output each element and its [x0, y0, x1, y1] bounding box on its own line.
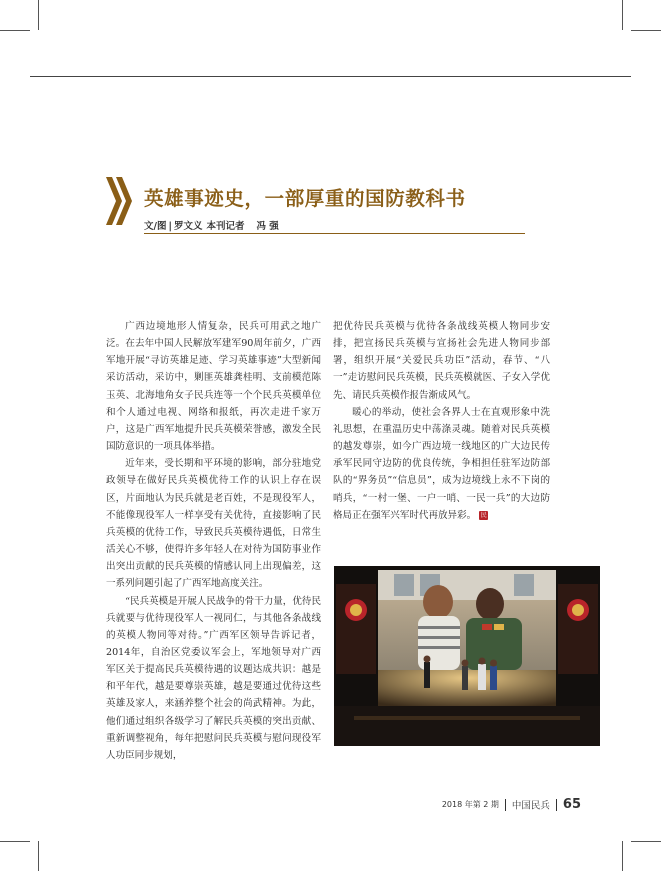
- title-rule: [144, 233, 525, 234]
- issue-label: 2018 年第 2 期: [441, 800, 499, 809]
- crop-mark: [631, 841, 661, 842]
- body-paragraph: 暖心的举动，使社会各界人士在直观形象中洗礼思想，在重温历史中荡涤灵魂。随着对民兵英模的越发尊崇，如今广西边境一线地区的广大边民传承军民同守边防的优良传统，争相担任驻军边防部队的“界务员”“信息员”，成为边境线上永不下岗的哨兵，“一村一堡、一户一哨、一民一兵”的大边防格局正在强军兴军时代再放异彩。 民: [333, 406, 550, 521]
- photo-illustration: [334, 566, 600, 746]
- page-number: 65: [562, 797, 581, 812]
- footer-divider: [505, 799, 506, 811]
- body-column-left: [106, 318, 321, 764]
- byline-credit: 文/图: [144, 221, 167, 232]
- crop-mark: [622, 841, 623, 871]
- byline-role: 本刊记者: [206, 221, 245, 232]
- crop-mark: [38, 0, 39, 30]
- crop-mark: [631, 30, 661, 31]
- footer-divider: [556, 799, 557, 811]
- body-column-right: [333, 318, 550, 524]
- double-chevron-icon: [106, 177, 132, 225]
- header-rule: [30, 76, 631, 77]
- magazine-name: 中国民兵: [511, 800, 550, 812]
- crop-mark: [622, 0, 623, 30]
- page-footer: [442, 794, 581, 813]
- crop-mark: [0, 841, 30, 842]
- crop-mark: [0, 30, 30, 31]
- stage-ceremony-photo: [334, 566, 600, 746]
- body-paragraph: 广西边境地形人情复杂，民兵可用武之地广泛。在去年中国人民解放军建军90周年前夕，广西军地开展“寻访英雄足迹、学习英雄事迹”大型新闻采访活动，采访中，剿匪英雄龚桂明、支前模范陈玉英、北海地角女子民兵连等一个个民兵英模单位和个人通过电视、网络和报纸，再次走进千家万户，这是广西军地提升民兵英模荣誉感，激发全民国防意识的一项具体举措。: [106, 321, 321, 453]
- body-paragraph-continued: 把优待民兵英模与优待各条战线英模人物同步安排，把宣扬民兵英模与宣扬社会先进人物同步部署，组织开展“关爱民兵功臣”活动，春节、“八一”走访慰问民兵英模，民兵英模就医、子女入学优先、请民兵英模作报告渐成风气。: [333, 321, 550, 401]
- body-paragraph: “民兵英模是开展人民战争的骨干力量，优待民兵就要与优待现役军人一视同仁，与其他各条战线的英模人物同等对待。”广西军区领导告诉记者，2014年，自治区党委议军会上，军地领导对广西军区关于提高民兵英模待遇的议题达成共识：越是和平年代，越是要尊崇英雄，越是要通过优待这些英雄及家人，来涵养整个社会的尚武精神。为此，他们通过组织各级学习了解民兵英模的突出贡献、重新调整视角，每年把慰问民兵英模与慰问现役军人功臣同步规划，: [106, 595, 321, 761]
- end-mark-icon: 民: [480, 511, 487, 519]
- body-paragraph: 近年来，受长期和平环境的影响，部分驻地党政领导在做好民兵英模优待工作的认识上存在误区，片面地认为民兵就是老百姓，不是现役军人，不能像现役军人一样享受有关优待，直接影响了民兵英模的优待工作，导致民兵英模待遇低，日常生活关心不够，使得许多年轻人在对待为国防事业作出突出贡献的民兵英模的情感认同上出现偏差，这一系列问题引起了广西军地高度关注。: [106, 458, 321, 590]
- byline: 文/图 | 罗文义 本刊记者 冯 强: [144, 221, 279, 232]
- article-title: 英雄事迹史，一部厚重的国防教科书: [144, 187, 466, 210]
- crop-mark: [38, 841, 39, 871]
- byline-author: 罗文义: [173, 221, 203, 232]
- byline-reporter: 冯 强: [256, 221, 279, 232]
